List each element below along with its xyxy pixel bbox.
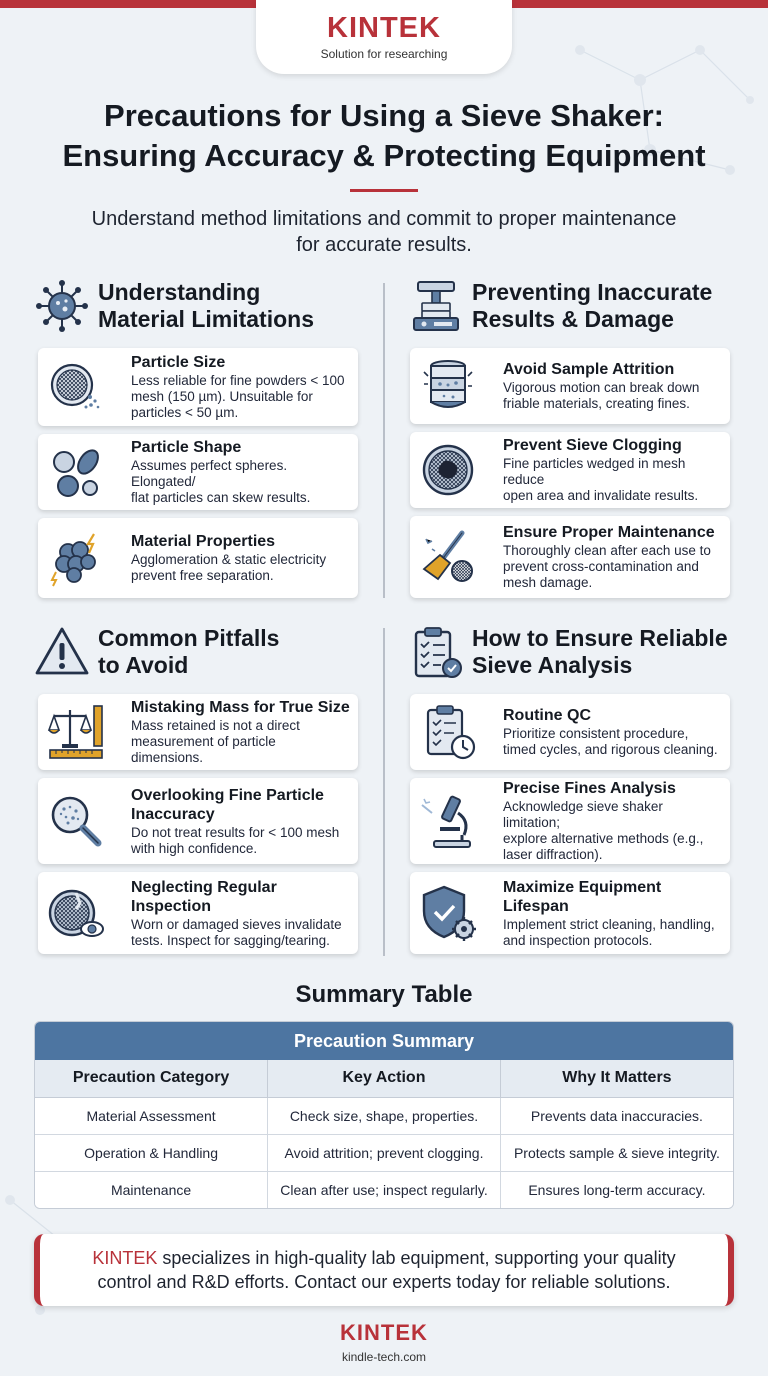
scale-ruler-icon xyxy=(46,702,106,762)
column-header: Key Action xyxy=(268,1060,501,1097)
column-header: Why It Matters xyxy=(500,1060,733,1097)
table-row xyxy=(35,1097,733,1134)
summary-table-grid xyxy=(35,1060,733,1208)
card-title: Ensure Proper Maintenance xyxy=(503,524,715,541)
table-cell: Avoid attrition; prevent clogging. xyxy=(268,1134,501,1171)
column-divider xyxy=(383,628,385,956)
table-cell: Protects sample & sieve integrity. xyxy=(500,1134,733,1171)
card-title: Mistaking Mass for True Size xyxy=(131,699,350,716)
card-neglecting-inspection xyxy=(38,872,358,954)
sieve-stack-icon xyxy=(418,356,478,416)
sieve-inspection-icon xyxy=(46,883,106,943)
table-cell: Ensures long-term accuracy. xyxy=(500,1171,733,1208)
clogged-sieve-icon xyxy=(418,440,478,500)
card-description: Implement strict cleaning, handling, and inspection protocols. xyxy=(503,916,715,948)
brand-tagline: Solution for researching xyxy=(320,47,448,61)
cleaning-brush-icon xyxy=(418,527,478,587)
table-cell: Prevents data inaccuracies. xyxy=(500,1097,733,1134)
agglomeration-static-icon xyxy=(46,528,106,588)
card-overlooking-fine-particle xyxy=(38,778,358,864)
card-title: Particle Size xyxy=(131,354,226,371)
card-description: Assumes perfect spheres. Elongated/ flat particles can skew results. xyxy=(131,458,311,505)
section-title: Common Pitfalls to Avoid xyxy=(98,625,280,678)
card-routine-qc xyxy=(410,694,730,770)
section-title: How to Ensure Reliable Sieve Analysis xyxy=(472,625,728,678)
card-mistaking-mass xyxy=(38,694,358,770)
summary-table-title: Summary Table xyxy=(295,981,473,1008)
title-line-1: Precautions for Using a Sieve Shaker: xyxy=(104,98,664,133)
card-title: Maximize Equipment Lifespan xyxy=(503,878,662,915)
brand-logo: KINTEK xyxy=(327,12,441,44)
card-title: Avoid Sample Attrition xyxy=(503,361,675,378)
table-row xyxy=(35,1171,733,1208)
table-cell: Maintenance xyxy=(35,1171,268,1208)
card-title: Neglecting Regular Inspection xyxy=(131,878,277,915)
card-description: Do not treat results for < 100 mesh with high confidence. xyxy=(131,824,340,856)
sieve-shaker-machine-icon xyxy=(408,278,464,334)
sieve-powder-icon xyxy=(46,357,106,417)
virus-particle-icon xyxy=(34,278,90,334)
cta-line-2: control and R&D efforts. Contact our experts today for reliable solutions. xyxy=(97,1272,671,1292)
section-header-pitfalls xyxy=(34,624,374,680)
card-precise-fines-analysis xyxy=(410,778,730,864)
column-header: Precaution Category xyxy=(35,1060,268,1097)
section-header-reliable xyxy=(408,624,748,680)
card-description: Worn or damaged sieves invalidate tests. Inspect for sagging/tearing. xyxy=(131,916,342,948)
card-description: Agglomeration & static electricity prevent free separation. xyxy=(131,552,327,583)
card-title: Prevent Sieve Clogging xyxy=(503,437,682,454)
subtitle-line-2: for accurate results. xyxy=(296,234,472,256)
checklist-clipboard-icon xyxy=(408,624,464,680)
column-divider xyxy=(383,283,385,598)
table-cell: Operation & Handling xyxy=(35,1134,268,1171)
card-description: Less reliable for fine powders < 100 mesh (150 µm). Unsuitable for particles < 50 µm. xyxy=(131,373,345,420)
section-title: Preventing Inaccurate Results & Damage xyxy=(472,279,713,332)
card-description: Vigorous motion can break down friable materials, creating fines. xyxy=(503,380,700,411)
table-row xyxy=(35,1134,733,1171)
card-title: Material Properties xyxy=(131,533,276,550)
card-particle-shape xyxy=(38,434,358,510)
card-description: Prioritize consistent procedure, timed cycles, and rigorous cleaning. xyxy=(503,726,718,757)
page-subtitle xyxy=(60,206,708,258)
card-avoid-sample-attrition xyxy=(410,348,730,424)
clipboard-clock-icon xyxy=(418,702,478,762)
particle-shapes-icon xyxy=(46,442,106,502)
card-particle-size xyxy=(38,348,358,426)
microscope-icon xyxy=(418,791,478,851)
footer-url[interactable]: kindle-tech.com xyxy=(341,1350,427,1364)
subtitle-line-1: Understand method limitations and commit to proper maintenance xyxy=(91,208,677,230)
title-line-2: Ensuring Accuracy & Protecting Equipment xyxy=(62,138,706,173)
shield-gear-icon xyxy=(418,883,478,943)
card-maximize-lifespan xyxy=(410,872,730,954)
footer-logo: KINTEK xyxy=(340,1320,428,1345)
table-cell: Clean after use; inspect regularly. xyxy=(268,1171,501,1208)
header-logo xyxy=(256,0,512,74)
card-description: Mass retained is not a direct measurement of particle dimensions. xyxy=(131,718,300,765)
summary-table xyxy=(34,1021,734,1209)
card-description: Fine particles wedged in mesh reduce open area and invalidate results. xyxy=(503,456,699,503)
card-title: Precise Fines Analysis xyxy=(503,780,676,797)
card-material-properties xyxy=(38,518,358,598)
magnifier-particles-icon xyxy=(46,791,106,851)
section-title: Understanding Material Limitations xyxy=(98,279,314,332)
table-cell: Check size, shape, properties. xyxy=(268,1097,501,1134)
card-prevent-sieve-clogging xyxy=(410,432,730,508)
cta-brand: KINTEK xyxy=(92,1248,158,1268)
table-cell: Material Assessment xyxy=(35,1097,268,1134)
card-description: Thoroughly clean after each use to prevent cross-contamination and mesh damage. xyxy=(503,543,711,590)
title-divider xyxy=(350,189,418,192)
cta-line-1: KINTEK specializes in high-quality lab equipment, supporting your quality xyxy=(92,1248,676,1268)
card-description: Acknowledge sieve shaker limitation; explore alternative methods (e.g., laser diffraction). xyxy=(503,799,704,862)
warning-triangle-icon xyxy=(34,624,90,680)
page-title xyxy=(20,96,748,176)
section-header-preventing xyxy=(408,278,748,334)
card-title: Overlooking Fine Particle Inaccuracy xyxy=(131,786,324,823)
table-header-row xyxy=(35,1060,733,1097)
card-title: Routine QC xyxy=(503,707,591,724)
section-header-limitations xyxy=(34,278,374,334)
call-to-action-banner xyxy=(34,1234,734,1306)
table-caption: Precaution Summary xyxy=(35,1022,733,1060)
card-title: Particle Shape xyxy=(131,439,242,456)
card-ensure-proper-maintenance xyxy=(410,516,730,598)
